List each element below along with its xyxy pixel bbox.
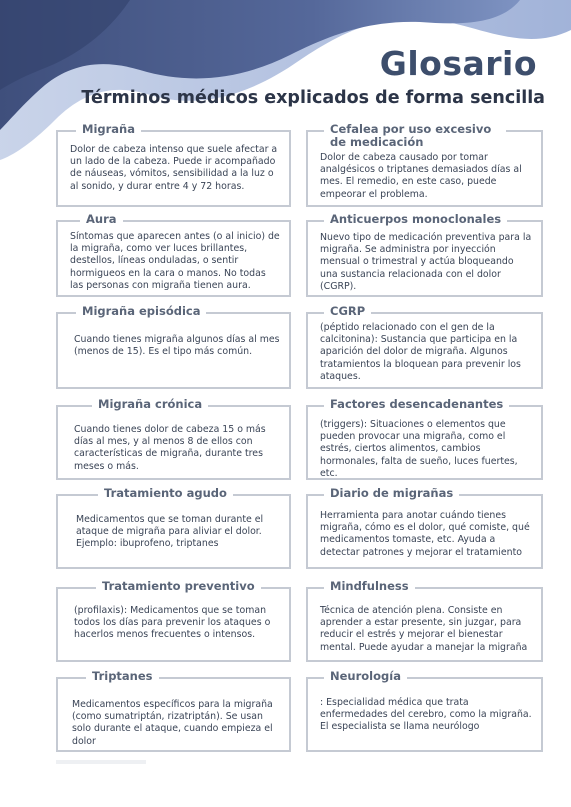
page-subtitle: Términos médicos explicados de forma sencilla	[81, 88, 545, 108]
glossary-card-mindfulness	[306, 579, 543, 662]
card-body: Síntomas que aparecen antes (o al inicio) de la migraña, como ver luces brillantes, destellos, líneas onduladas, o sentir hormigueos en la cara o manos. No todas las personas con migraña tienen aura.	[70, 231, 280, 291]
card-body: Nuevo tipo de medicación preventiva para la migraña. Se administra por inyección mensual o trimestral y actúa bloqueando una sustancia relacionada con el dolor (CGRP).	[320, 232, 532, 292]
card-title: Mindfulness	[324, 580, 415, 593]
card-body: Cuando tienes migraña algunos días al mes (menos de 15). Es el tipo más común.	[74, 334, 280, 358]
card-title: Diario de migrañas	[324, 487, 459, 500]
card-body: : Especialidad médica que trata enfermedades del cerebro, como la migraña. El especialista se llama neurólogo	[320, 697, 532, 733]
card-body: (péptido relacionado con el gen de la calcitonina): Sustancia que participa en la aparición del dolor de migraña. Algunos tratamientos la bloquean para prevenir los ataques.	[320, 322, 521, 382]
glossary-card-migrana	[56, 122, 291, 207]
card-body: Técnica de atención plena. Consiste en aprender a estar presente, sin juzgar, para reducir el estrés y mejorar el bienestar mental. Puede ayudar a manejar la migraña	[320, 605, 528, 653]
card-body: (triggers): Situaciones o elementos que pueden provocar una migraña, como el estrés, ciertos alimentos, cambios hormonales, falta de sueño, luces fuertes, etc.	[320, 419, 518, 479]
glossary-card-neurologia	[306, 669, 543, 752]
card-body: Medicamentos específicos para la migraña (como sumatriptán, rizatriptán). Se usan solo durante el ataque, cuando empieza el dolor	[72, 699, 273, 747]
card-title: Migraña	[76, 123, 141, 136]
glossary-card-migrana-cronica	[56, 397, 291, 480]
glossary-card-factores	[306, 397, 543, 480]
card-body: Dolor de cabeza intenso que suele afectar a un lado de la cabeza. Puede ir acompañado de náuseas, vómitos, sensibilidad a la luz o al sonido, y durar entre 4 y 72 horas.	[70, 144, 278, 192]
card-title: Triptanes	[86, 670, 159, 683]
page-title: Glosario	[379, 44, 537, 83]
card-title: CGRP	[324, 305, 371, 318]
card-title: Factores desencadenantes	[324, 398, 509, 411]
card-title: Tratamiento agudo	[98, 487, 233, 500]
glossary-card-aura	[56, 212, 291, 297]
glossary-card-anticuerpos	[306, 212, 543, 297]
footer-divider	[56, 760, 146, 764]
card-title: Neurología	[324, 670, 407, 683]
glossary-card-tratamiento-preventivo	[56, 579, 291, 662]
card-title: Migraña crónica	[92, 398, 208, 411]
card-title: Migraña episódica	[76, 305, 206, 318]
glossary-card-tratamiento-agudo	[56, 486, 291, 569]
card-title: Aura	[80, 213, 123, 226]
glossary-card-diario	[306, 486, 543, 569]
glossary-card-cefalea	[306, 122, 543, 207]
glossary-card-triptanes	[56, 669, 291, 752]
card-body: Cuando tienes dolor de cabeza 15 o más días al mes, y al menos 8 de ellos con características de migraña, durante tres meses o más.	[74, 424, 266, 472]
card-body: Dolor de cabeza causado por tomar analgésicos o triptanes demasiados días al mes. El remedio, en este caso, puede empeorar el problema.	[320, 152, 522, 200]
glossary-card-migrana-episodica	[56, 304, 291, 389]
card-body: Medicamentos que se toman durante el ataque de migraña para aliviar el dolor. Ejemplo: ibuprofeno, triptanes	[76, 514, 264, 550]
card-title: Anticuerpos monoclonales	[324, 213, 507, 226]
card-title: Cefalea por uso excesivo de medicación	[324, 123, 506, 149]
card-body: (profilaxis): Medicamentos que se toman todos los días para prevenir los ataques o hacerlos menos frecuentes o intensos.	[74, 605, 271, 641]
glossary-card-cgrp	[306, 304, 543, 389]
card-title: Tratamiento preventivo	[96, 580, 261, 593]
card-body: Herramienta para anotar cuándo tienes migraña, cómo es el dolor, qué comiste, qué medicamentos tomaste, etc. Ayuda a detectar patrones y mejorar el tratamiento	[320, 510, 530, 558]
